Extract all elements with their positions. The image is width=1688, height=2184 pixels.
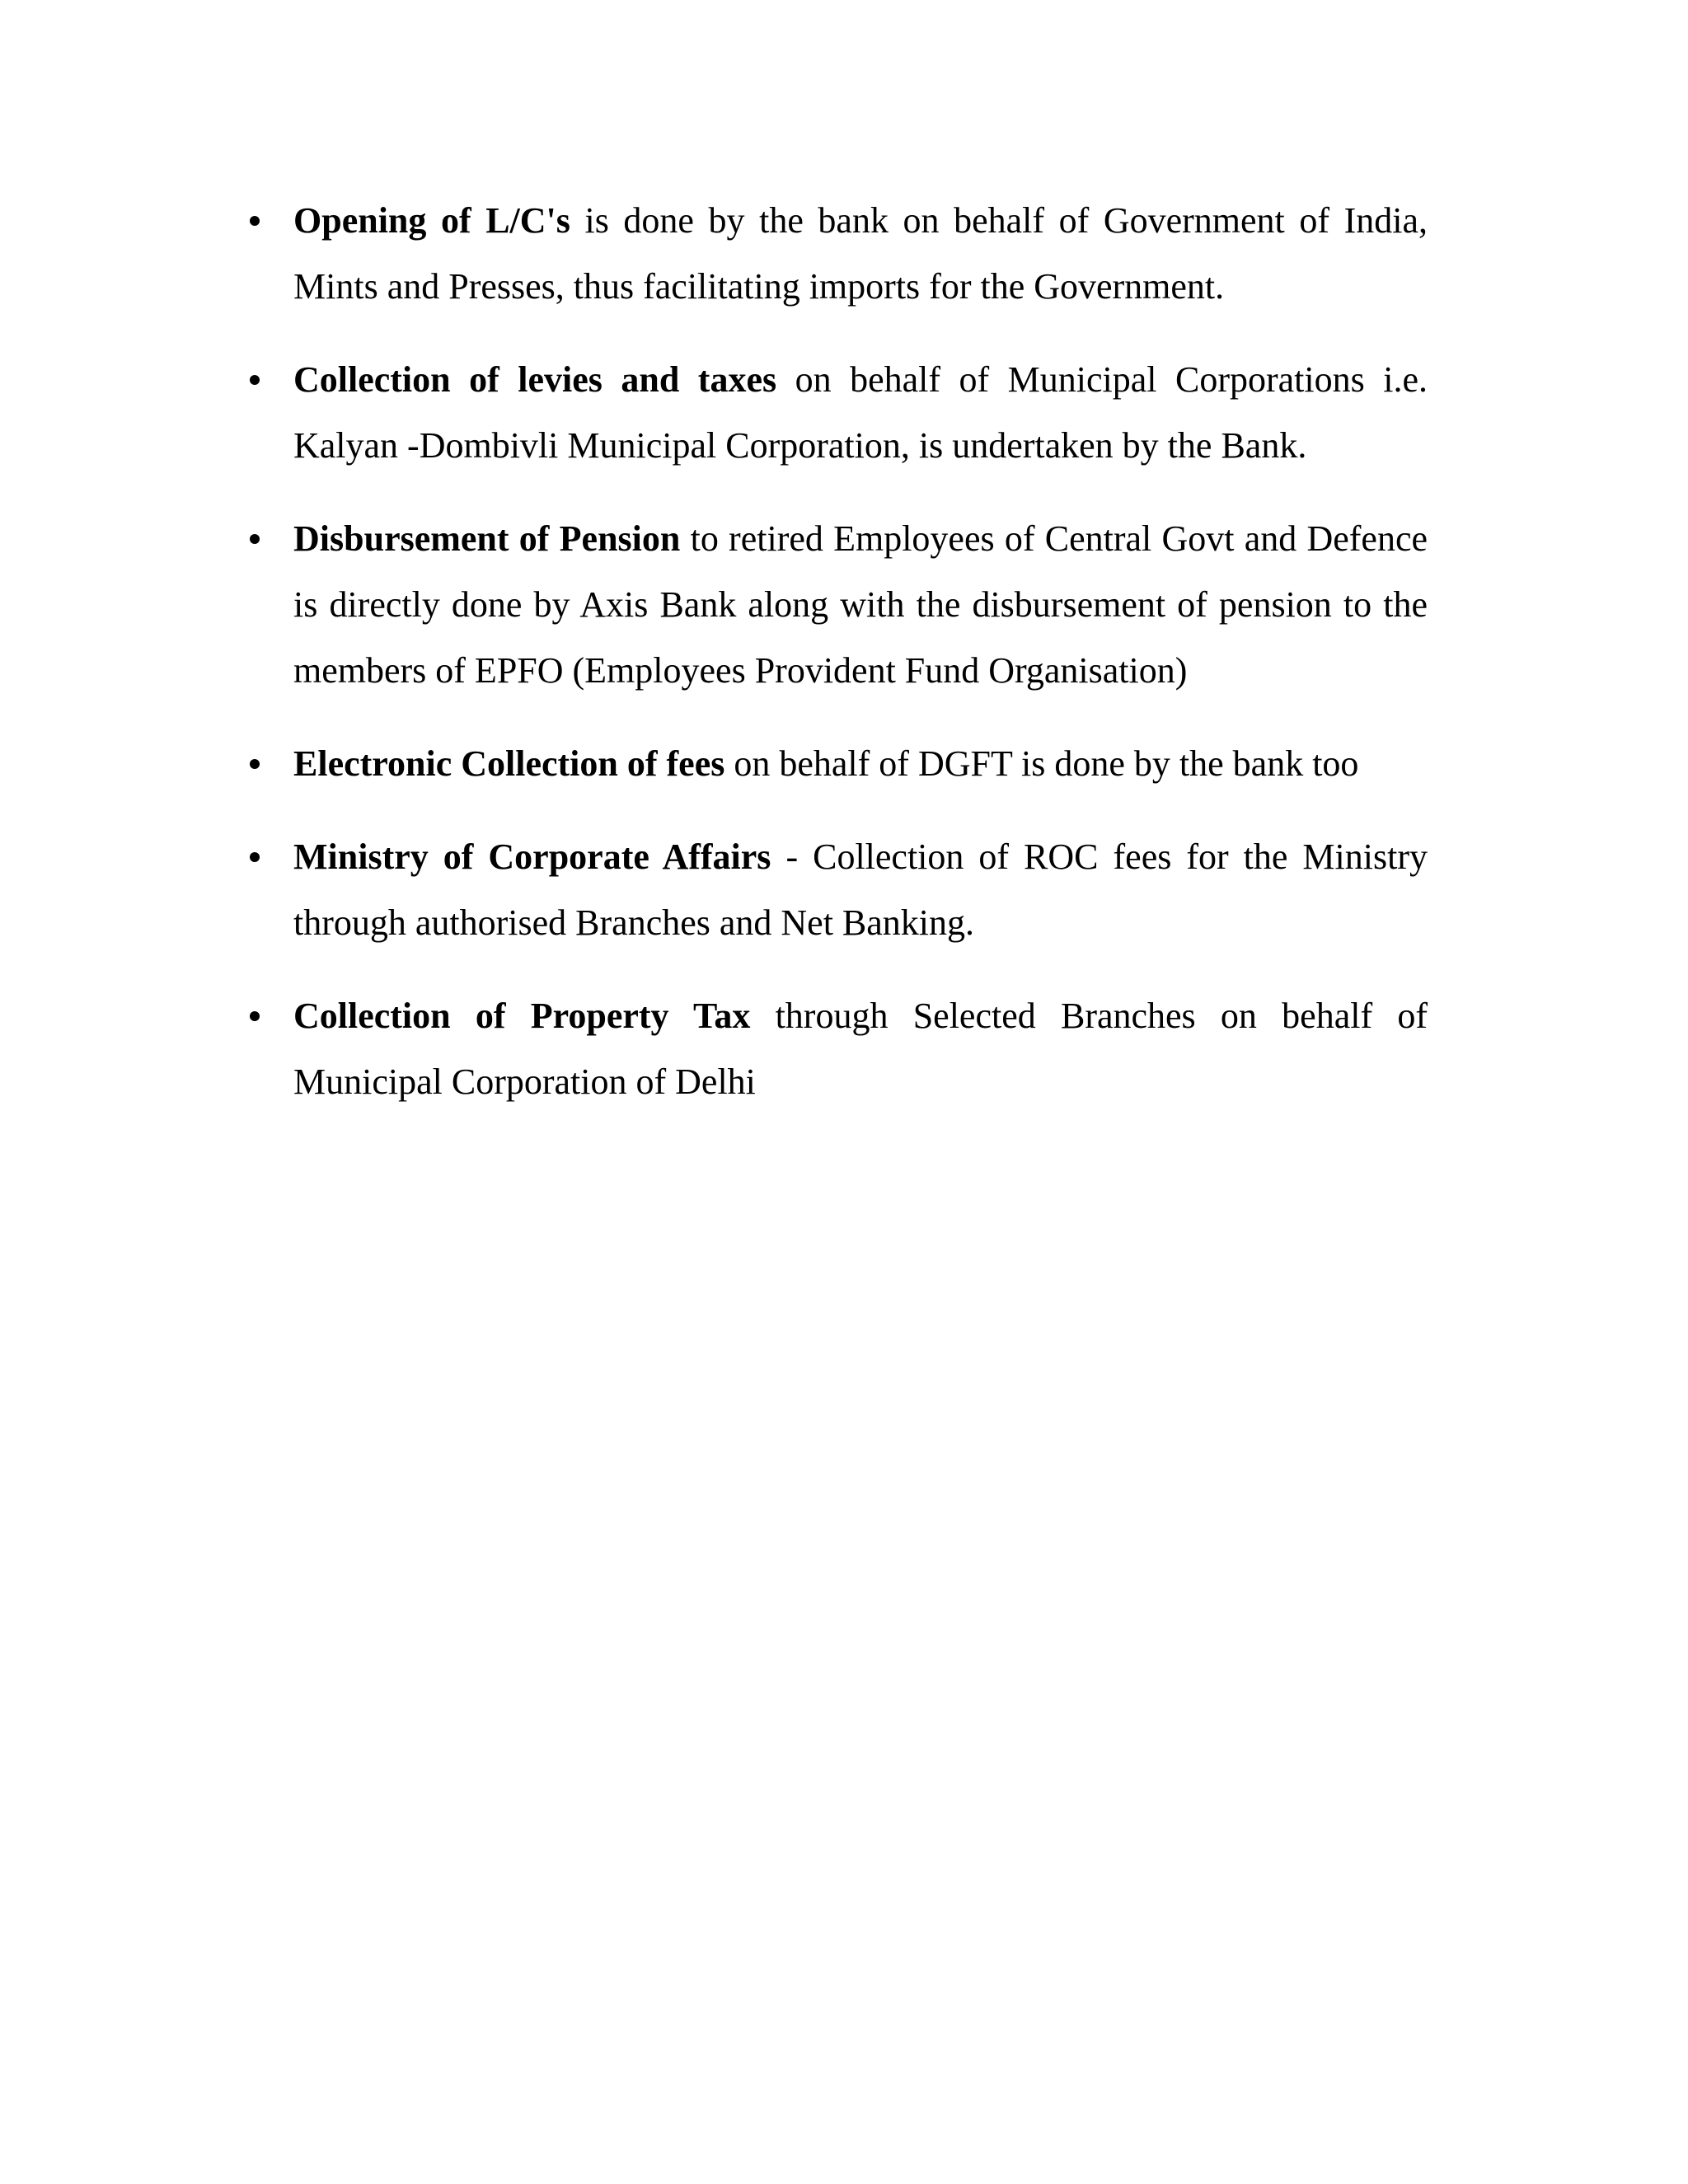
item-body-text: is done by the bank on behalf of Government of India, Mints and Presses, thus facilitating imports for the Government. bbox=[293, 200, 1428, 307]
list-item bbox=[244, 983, 1428, 1115]
item-body-text: to retired Employees of Central Govt and Defence is directly done by Axis Bank along with the disbursement of pension to the members of EPFO (Employees Provident Fund Organisation) bbox=[293, 518, 1428, 691]
item-lead-text: Opening of L/C's bbox=[293, 200, 570, 241]
item-lead-text: Disbursement of Pension bbox=[293, 518, 681, 559]
item-lead-text: Collection of levies and taxes bbox=[293, 359, 777, 400]
bullet-icon bbox=[250, 534, 260, 544]
bullet-icon bbox=[250, 852, 260, 862]
bullet-icon bbox=[250, 375, 260, 385]
item-body-text: on behalf of DGFT is done by the bank too bbox=[724, 743, 1359, 784]
bullet-list bbox=[244, 188, 1428, 1142]
list-item bbox=[244, 731, 1428, 797]
item-lead-text: Collection of Property Tax bbox=[293, 996, 751, 1036]
list-item bbox=[244, 506, 1428, 704]
item-lead-text: Ministry of Corporate Affairs bbox=[293, 837, 771, 877]
item-body-text: through Selected Branches on behalf of Municipal Corporation of Delhi bbox=[293, 996, 1428, 1102]
item-body-text: - Collection of ROC fees for the Ministry through authorised Branches and Net Banking. bbox=[293, 837, 1428, 943]
list-item bbox=[244, 824, 1428, 956]
item-body-text: on behalf of Municipal Corporations i.e. Kalyan -Dombivli Municipal Corporation, is undertaken by the Bank. bbox=[293, 359, 1428, 466]
bullet-icon bbox=[250, 216, 260, 226]
item-lead-text: Electronic Collection of fees bbox=[293, 743, 725, 784]
bullet-icon bbox=[250, 1011, 260, 1021]
bullet-icon bbox=[250, 759, 260, 769]
list-item bbox=[244, 347, 1428, 479]
list-item bbox=[244, 188, 1428, 320]
